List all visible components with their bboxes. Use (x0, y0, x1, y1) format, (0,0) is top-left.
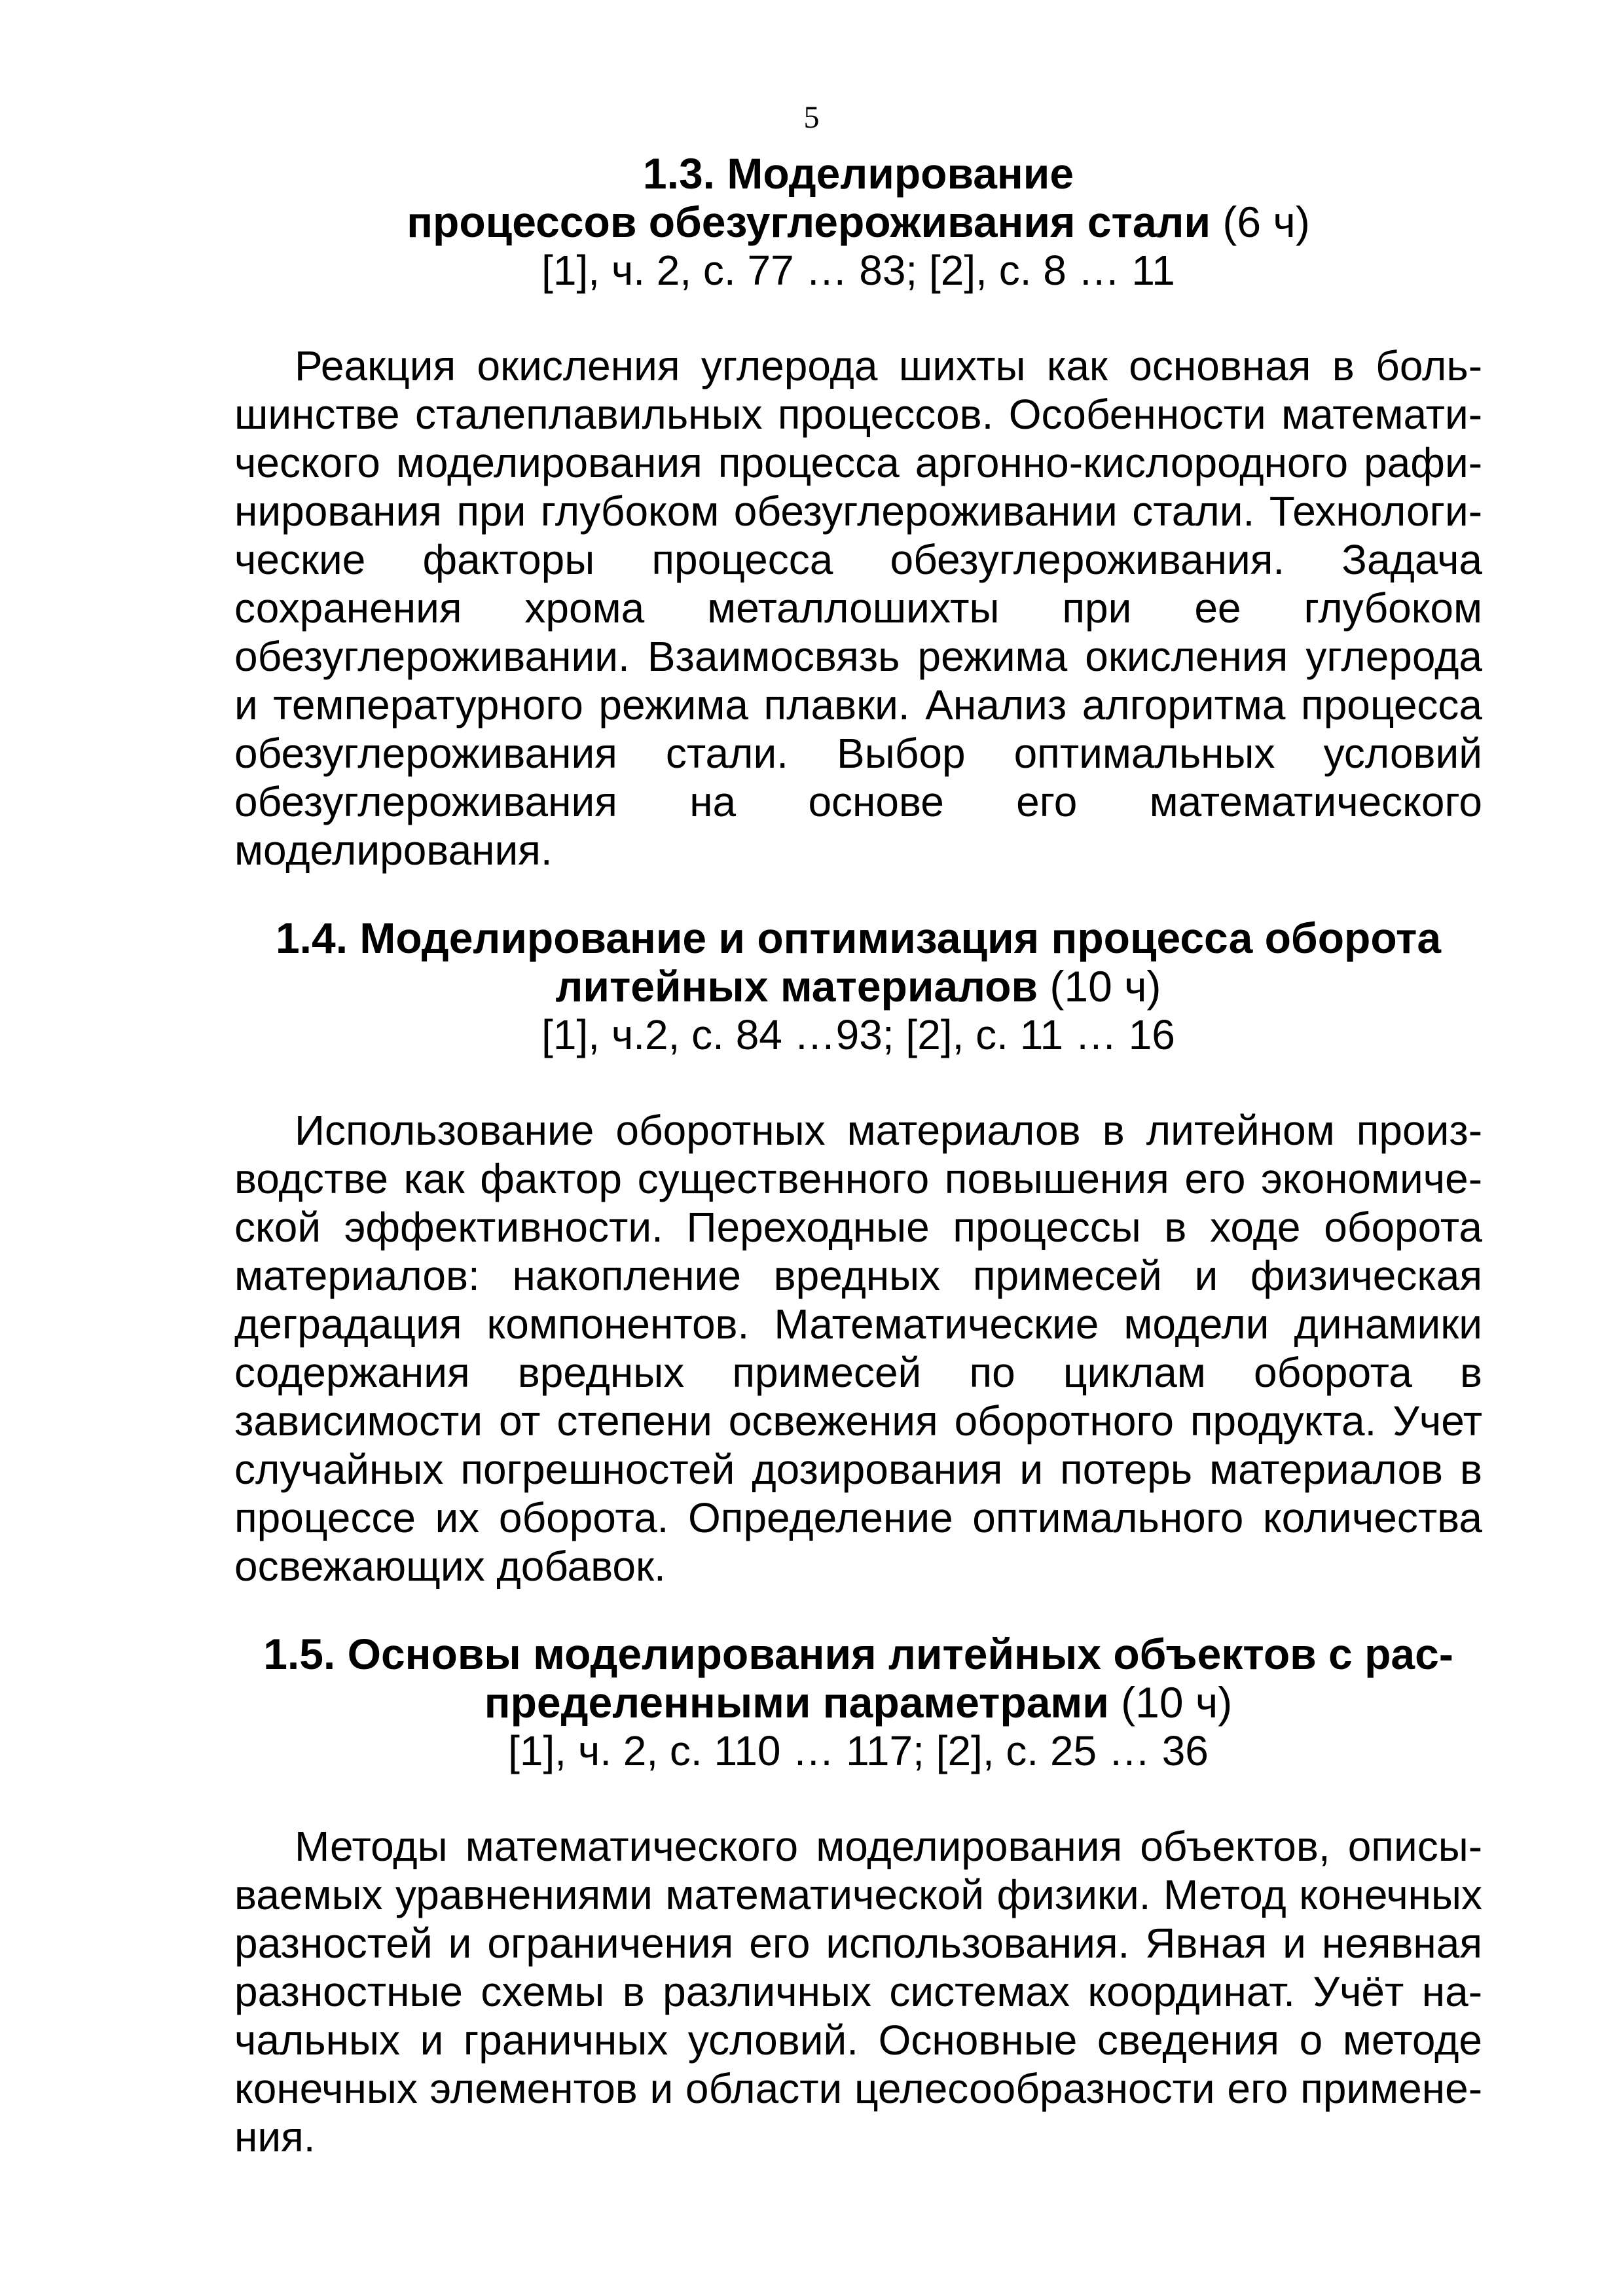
section-hours: (10 ч) (1121, 1678, 1233, 1727)
section-1-5 (234, 1630, 1482, 2161)
page-content (234, 149, 1482, 2161)
section-body: Использование оборотных материалов в литейном производстве как фактор существенного повышения его экономической эффективности. Переходные процессы в ходе оборота материалов: накопление вредных примесей и физическая деградация компонентов. Математические модели динамики содержания вредных примесей по циклам оборота в зависимости от степени освежения оборотного продукта. Учет случайных погрешностей дозирования и потерь материалов в процессе их оборота. Определение оптимального количества освежающих добавок. (234, 1107, 1482, 1590)
section-number: 1.4. (275, 914, 348, 962)
section-body: Методы математического моделирования объектов, описываемых уравнениями математической физики. Метод конечных разностей и ограничения его использования. Явная и неявная разностные схемы в различных системах координат. Учёт начальных и граничных условий. Основные сведения о методе конечных элементов и области целесообразности его применения. (234, 1823, 1482, 2161)
section-1-4 (234, 914, 1482, 1590)
section-title-line1: . Моделирование (702, 149, 1074, 198)
section-heading (234, 914, 1482, 1011)
section-title-line2: процессов обезуглероживания стали (407, 198, 1211, 246)
section-number: 1.3 (642, 149, 703, 198)
section-body: Реакция окисления углерода шихты как основная в большинстве сталеплавильных процессов. Особенности математического моделирования процесса аргонно-кислородного рафинирования при глубоком обезуглероживании стали. Технологические факторы процесса обезуглероживания. Задача сохранения хрома металлошихты при ее глубоком обезуглероживании. Взаимосвязь режима окисления углерода и температурного режима плавки. Анализ алгоритма процесса обезуглероживания стали. Выбор оптимальных условий обезуглероживания на основе его математического моделирования. (234, 342, 1482, 874)
section-references: [1], ч. 2, с. 77 … 83; [2], с. 8 … 11 (541, 247, 1175, 294)
section-number: 1.5. (263, 1630, 336, 1678)
section-heading (234, 149, 1482, 246)
section-heading (234, 1630, 1482, 1727)
section-references: [1], ч.2, с. 84 …93; [2], с. 11 … 16 (541, 1011, 1175, 1058)
section-hours: (6 ч) (1222, 198, 1310, 246)
section-hours: (10 ч) (1049, 962, 1161, 1011)
section-title-line2: литейных материалов (555, 962, 1038, 1011)
section-title-line2: пределенными параметрами (484, 1678, 1109, 1727)
section-title-line1: Моделирование и оптимизация процесса оборота (348, 914, 1442, 962)
section-references: [1], ч. 2, с. 110 … 117; [2], с. 25 … 36 (508, 1727, 1209, 1774)
page-number: 5 (803, 100, 820, 135)
section-title-line1: Основы моделирования литейных объектов с рас- (335, 1630, 1453, 1678)
section-1-3 (234, 149, 1482, 874)
